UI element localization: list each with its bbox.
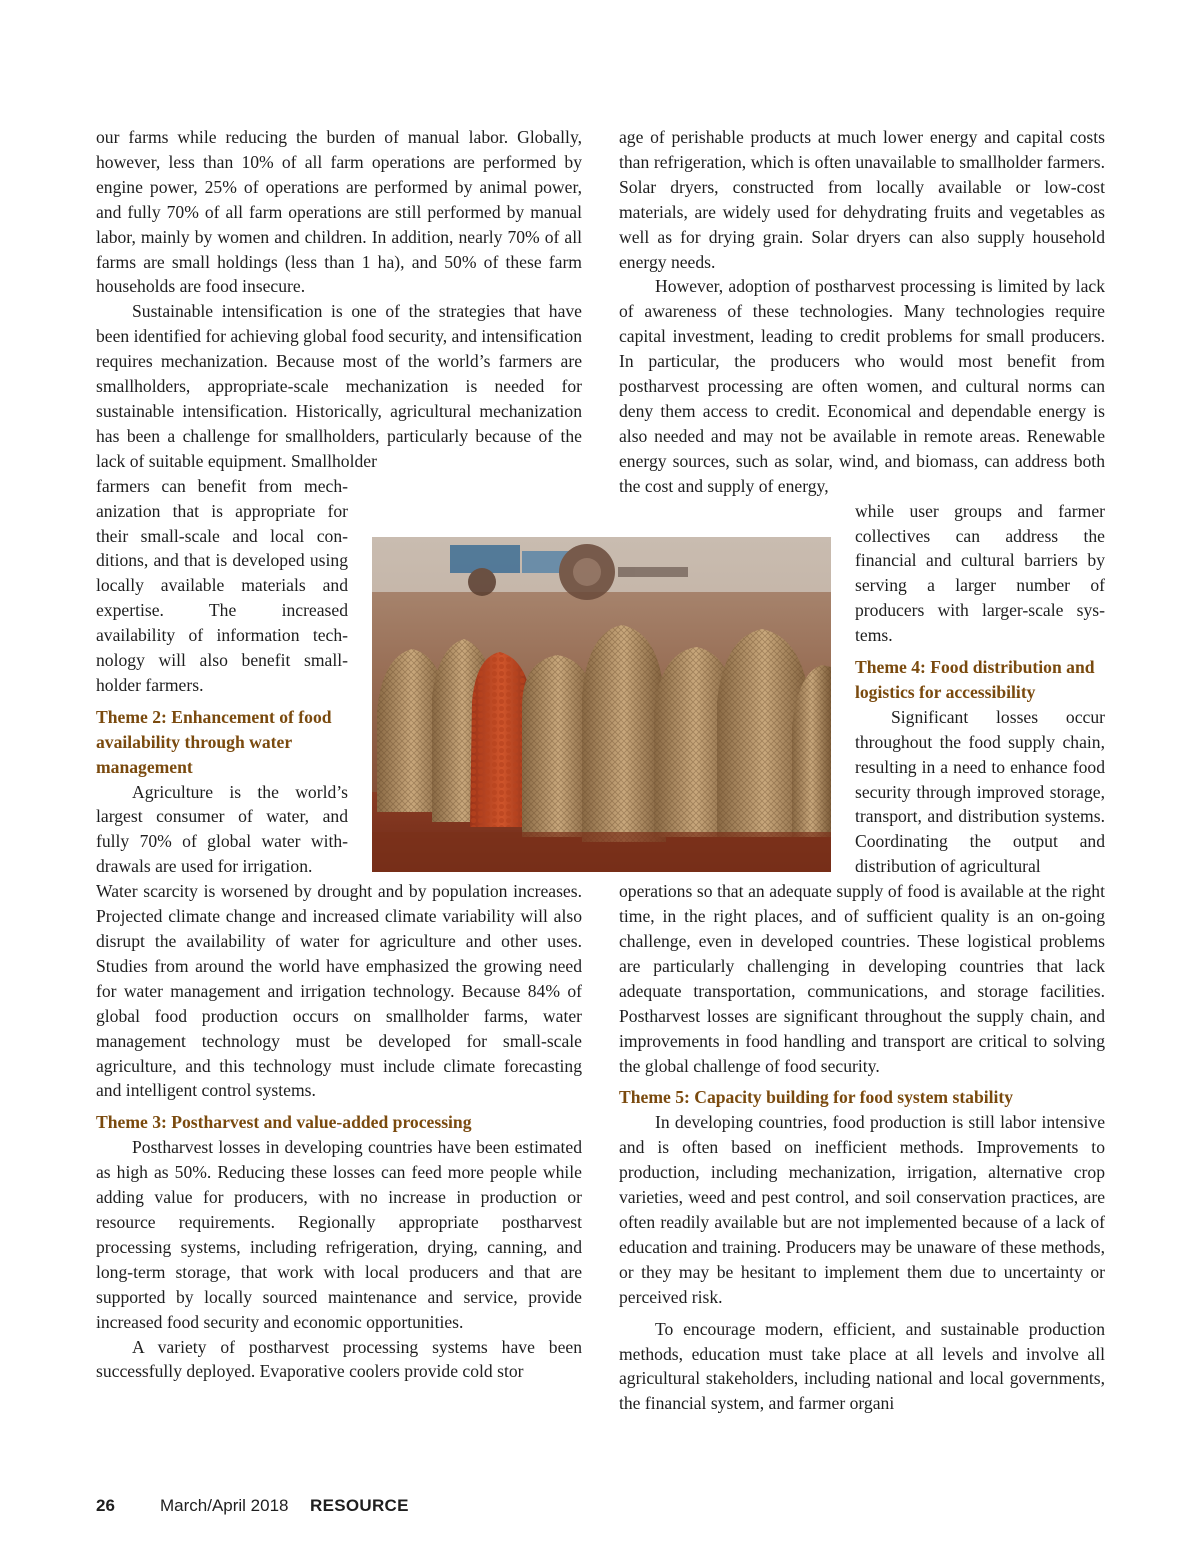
right-paragraph-3-continued: operations so that an adequate supply of food is available at the right time, in the right places, and of sufficient quality is an on-going challenge, even in developed countries. These logistical problems are particularly challenging in developing countries that lack adequate transportation, communications, and storage facilities. Postharvest losses are significant throughout the supply chain, and improvements in food handling and transport are critical to solving the global challenge of food security. [619, 881, 1105, 1076]
issue-date: March/April 2018 [160, 1496, 289, 1515]
left-paragraph-2-continued: farmers can benefit from mechanization that is appropriate for their small-scale and local conditions, and that is developed using locally available materials and expertise. The increased availability of information technology will also benefit smallholder farmers. [96, 475, 348, 695]
theme-3-heading: Theme 3: Postharvest and value-added processing [96, 1112, 472, 1133]
right-paragraph-2: However, adoption of postharvest processing is limited by lack of awareness of these technologies. Many technologies require capital investment, leading to credit problems for small producers. In particular, the producers who would most benefit from postharvest processing are often women, and cultural norms can deny them access to credit. Economical and dependable energy is also needed and may not be available in remote areas. Renewable energy sources, such as solar, wind, and biomass, can address both the cost and supply of energy, [619, 276, 1105, 496]
right-wrap-around-photo [855, 499, 1105, 880]
right-paragraph-1: age of perishable products at much lower energy and capital costs than refrigeration, which is often unavailable to smallholder farmers. Solar dryers, constructed from locally available or low-cost materials, are widely used for dehydrating fruits and vegetables as well as for drying grain. Solar dryers can also supply household energy needs. [619, 127, 1105, 272]
potato-sacks-photo [372, 537, 831, 872]
right-paragraph-2-continued: while user groups and farmer collectives can address the financial and cultural barriers by serving a larger number of producers with larger-scale systems. [855, 500, 1105, 646]
left-paragraph-4: Postharvest losses in developing countries have been estimated as high as 50%. Reducing these losses can feed more people while adding value for producers, with no increase in production or resource requirements. Regionally appropriate postharvest processing systems, including refrigeration, drying, canning, and long-term storage, that work with local producers and that are supported by locally sourced maintenance and service, provide increased food security and economic opportunities. [96, 1137, 582, 1332]
left-paragraph-1: our farms while reducing the burden of manual labor. Globally, however, less than 10% of all farm operations are performed by engine power, 25% of operations are performed by animal power, and fully 70% of all farm operations are still performed by manual labor, mainly by women and children. In addition, nearly 70% of all farms are small holdings (less than 1 ha), and 50% of these farm households are food insecure. [96, 127, 582, 297]
left-paragraph-5: A variety of postharvest processing systems have been successfully deployed. Evaporative coolers provide cold stor [96, 1336, 582, 1382]
right-paragraph-3: Significant losses occur throughout the food supply chain, resulting in a need to enhance food security through improved storage, transport, and distribution systems. Coordinating the output and distribution of agricultural [855, 706, 1105, 877]
left-paragraph-3: Agriculture is the world’s largest consumer of water, and fully 70% of global water withdrawals are used for irrigation. [96, 781, 348, 877]
magazine-name: RESOURCE [310, 1496, 409, 1515]
left-paragraph-2: Sustainable intensification is one of the strategies that have been identified for achieving global food security, and intensification requires mechanization. Because most of the world’s farmers are smallholders, appropriate-scale mechanization is needed for sustainable intensification. Historically, agricultural mechanization has been a challenge for smallholders, particularly because of the lack of suitable equipment. Smallholder [96, 301, 582, 471]
right-paragraph-4: In developing countries, food production is still labor intensive and is often based on inefficient methods. Improvements to production, including mechanization, irrigation, alternative crop varieties, weed and pest control, and soil conservation practices, are often readily available but are not implemented because of a lack of education and training. Producers may be unaware of these methods, or they may be hesitant to implement them due to uncertainty or perceived risk. [619, 1112, 1105, 1307]
field-photo [372, 537, 831, 872]
theme-4-heading: Theme 4: Food distribution and logistics for accessibility [855, 657, 1095, 702]
theme-2-heading: Theme 2: Enhancement of food availability through water management [96, 706, 332, 777]
right-paragraph-5: To encourage modern, efficient, and sustainable production methods, education must take place at all levels and involve all agricultural stakeholders, including national and local governments, the financial system, and farmer organi [619, 1318, 1105, 1414]
page-number: 26 [96, 1496, 115, 1515]
left-wrap-around-photo [96, 474, 348, 880]
theme-5-heading: Theme 5: Capacity building for food system stability [619, 1087, 1014, 1108]
left-paragraph-3-continued: Water scarcity is worsened by drought and by population increases. Projected climate change and increased climate variability will also disrupt the availability of water for agriculture and other uses. Studies from around the world have emphasized the growing need for water management and irrigation technology. Because 84% of global food production occurs on smallholder farms, water management technology must be developed for small-scale agriculture, and this technology must include climate forecasting and intelligent control systems. [96, 881, 582, 1101]
